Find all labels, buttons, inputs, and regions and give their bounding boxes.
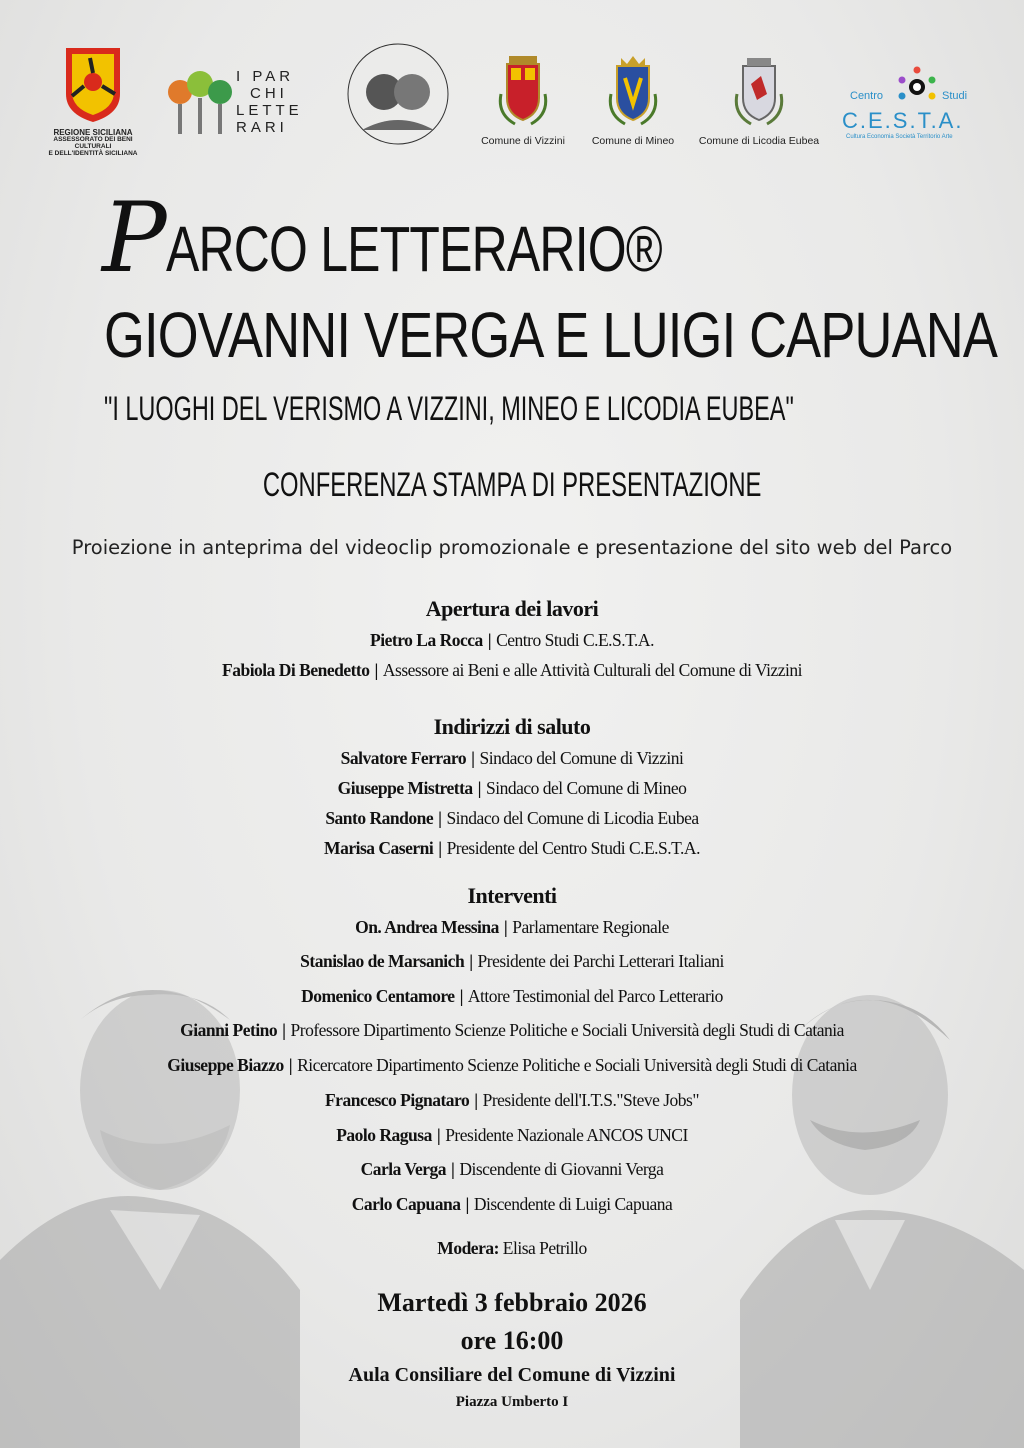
speaker-name: Giuseppe Mistretta: [337, 778, 473, 798]
program-line: [0, 1159, 1024, 1180]
mineo-caption: Comune di Mineo: [591, 135, 675, 147]
speaker-role: Sindaco del Comune di Mineo: [486, 778, 687, 798]
cesta-centro-label: Centro: [850, 90, 884, 102]
speaker-name: Carla Verga: [360, 1159, 446, 1179]
section-saluto: [0, 714, 1024, 740]
conference-heading-text: CONFERENZA STAMPA DI PRESENTAZIONE: [262, 466, 762, 504]
program-line: [0, 1090, 1024, 1111]
moderator-line: [0, 1238, 1024, 1259]
cesta-dots-icon: [896, 66, 938, 108]
separator: |: [282, 1020, 286, 1040]
title-initial: P: [102, 182, 166, 294]
program-line: [0, 778, 1024, 799]
separator: |: [288, 1055, 293, 1075]
vizzini-crest-icon: [495, 54, 551, 130]
separator: |: [487, 630, 492, 650]
program-line: [0, 951, 1024, 972]
conference-heading: [0, 466, 1024, 505]
speaker-role: Presidente dell'I.T.S."Steve Jobs": [482, 1090, 699, 1110]
speaker-role: Parlamentare Regionale: [512, 917, 669, 937]
wordmark-line: LETTE: [236, 102, 303, 119]
title-subtitle: "I LUOGHI DEL VERISMO A VIZZINI, MINEO E LICODIA EUBEA": [104, 390, 794, 428]
licodia-crest-icon: [731, 54, 787, 130]
program-line: [0, 660, 1024, 681]
title-line-1-rest: ARCO LETTERARIO®: [165, 213, 662, 285]
program-line: [0, 1194, 1024, 1215]
speaker-name: Giuseppe Biazzo: [167, 1055, 284, 1075]
section-apertura: [0, 596, 1024, 622]
speaker-name: Santo Randone: [325, 808, 434, 828]
separator: |: [503, 917, 508, 937]
program-line: [0, 1125, 1024, 1146]
parchi-letterari-tree-icon: [164, 66, 236, 138]
moderator-name: Elisa Petrillo: [502, 1238, 587, 1258]
speaker-name: Francesco Pignataro: [324, 1090, 470, 1110]
speaker-name: Fabiola Di Benedetto: [222, 660, 370, 680]
trinacria-icon: [60, 44, 126, 124]
cesta-studi-label: Studi: [942, 90, 968, 102]
speaker-role: Sindaco del Comune di Licodia Eubea: [446, 808, 699, 828]
section-heading: Interventi: [467, 883, 557, 908]
section-interventi: [0, 883, 1024, 909]
separator: |: [374, 660, 378, 680]
licodia-caption: Comune di Licodia Eubea: [698, 135, 820, 147]
speaker-name: Domenico Centamore: [301, 986, 455, 1006]
speaker-name: Marisa Caserni: [324, 838, 434, 858]
wordmark-line: RARI: [236, 119, 288, 136]
regione-siciliana-logo: [48, 44, 138, 157]
program-line: [0, 748, 1024, 769]
cesta-name: C.E.S.T.A.: [842, 108, 964, 133]
speaker-name: On. Andrea Messina: [355, 917, 499, 937]
wordmark-line: I PAR: [236, 68, 295, 85]
regione-caption: REGIONE SICILIANA: [53, 128, 133, 137]
regione-sub2: E DELL'IDENTITÀ SICILIANA: [48, 150, 138, 157]
program-line: [0, 808, 1024, 829]
speaker-role: Assessore ai Beni e alle Attività Culturali del Comune di Vizzini: [382, 660, 802, 680]
speaker-name: Gianni Petino: [180, 1020, 278, 1040]
event-time: ore 16:00: [460, 1326, 564, 1355]
speaker-name: Salvatore Ferraro: [340, 748, 467, 768]
separator: |: [465, 1194, 469, 1214]
speaker-role: Sindaco del Comune di Vizzini: [479, 748, 684, 768]
separator: |: [474, 1090, 478, 1110]
speaker-role: Presidente dei Parchi Letterari Italiani: [477, 951, 724, 971]
separator: |: [477, 778, 482, 798]
program-line: [0, 1020, 1024, 1041]
speaker-role: Discendente di Giovanni Verga: [459, 1159, 664, 1179]
regione-sub1: ASSESSORATO DEI BENI CULTURALI: [53, 136, 133, 150]
speaker-role: Professore Dipartimento Scienze Politiche e Sociali Università degli Studi di Catania: [290, 1020, 844, 1040]
wordmark-line: CHI: [250, 85, 288, 102]
cesta-tagline: Cultura Economia Società Territorio Arte: [846, 134, 953, 140]
mineo-crest-icon: [605, 54, 661, 130]
parco-letterario-seal-icon: [340, 40, 456, 152]
section-heading: Indirizzi di saluto: [433, 714, 591, 739]
program-line: [0, 917, 1024, 938]
moderator-label: Modera:: [437, 1238, 499, 1258]
comune-vizzini-logo: [476, 54, 570, 147]
comune-mineo-logo: [586, 54, 680, 147]
speaker-role: Centro Studi C.E.S.T.A.: [496, 630, 654, 650]
speaker-role: Discendente di Luigi Capuana: [473, 1194, 673, 1214]
speaker-role: Attore Testimonial del Parco Letterario: [467, 986, 723, 1006]
separator: |: [471, 748, 475, 768]
separator: |: [451, 1159, 455, 1179]
event-address: Piazza Umberto I: [455, 1394, 569, 1410]
separator: |: [469, 951, 473, 971]
program-line: [0, 630, 1024, 651]
event-venue: Aula Consiliare del Comune di Vizzini: [348, 1364, 676, 1386]
comune-licodia-logo: [694, 54, 824, 147]
separator: |: [438, 808, 442, 828]
program-line: [0, 986, 1024, 1007]
parchi-letterari-wordmark: [236, 68, 303, 136]
title-line-1: [102, 182, 801, 294]
speaker-name: Paolo Ragusa: [336, 1125, 432, 1145]
section-heading: Apertura dei lavori: [425, 596, 599, 621]
vizzini-caption: Comune di Vizzini: [481, 135, 565, 147]
speaker-name: Pietro La Rocca: [370, 630, 483, 650]
speaker-role: Presidente Nazionale ANCOS UNCI: [445, 1125, 688, 1145]
speaker-name: Carlo Capuana: [351, 1194, 461, 1214]
intro-text: Proiezione in anteprima del videoclip promozionale e presentazione del sito web del Parco: [71, 536, 953, 559]
speaker-role: Ricercatore Dipartimento Scienze Politiche e Sociali Università degli Studi di Catania: [297, 1055, 857, 1075]
separator: |: [459, 986, 463, 1006]
speaker-role: Presidente del Centro Studi C.E.S.T.A.: [446, 838, 700, 858]
program-line: [0, 1055, 1024, 1076]
speaker-name: Stanislao de Marsanich: [300, 951, 465, 971]
separator: |: [438, 838, 442, 858]
title-line-2: GIOVANNI VERGA E LUIGI CAPUANA: [104, 299, 998, 371]
program-line: [0, 838, 1024, 859]
separator: |: [436, 1125, 441, 1145]
event-date: Martedì 3 febbraio 2026: [377, 1288, 647, 1317]
